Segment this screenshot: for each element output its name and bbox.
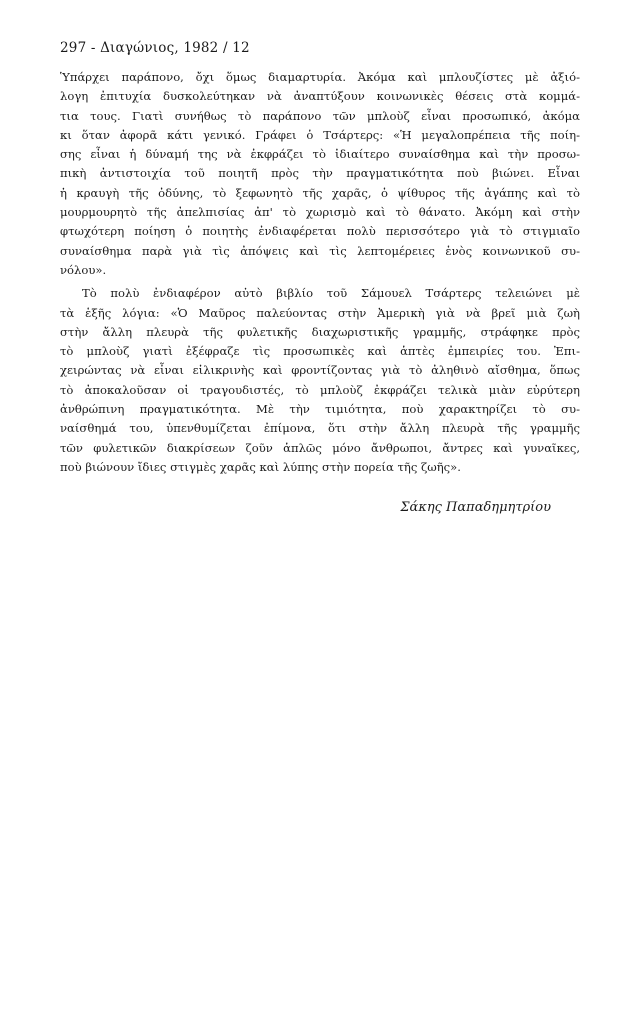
text-line: πικὴ ἀντιστοιχία τοῦ ποιητῆ πρὸς τὴν πραγματικότητα ποὺ βιώνει. Εἶναι [60, 166, 580, 181]
text-line: ναίσθημά του, ὑπενθυμίζεται ἐπίμονα, ὅτι στὴν ἄλλη πλευρὰ τῆς γραμμῆς [60, 421, 580, 436]
text-line: μουρμουρητὸ τῆς ἀπελπισίας ἀπ' τὸ χωρισμὸ καὶ τὸ θάνατο. Ἀκόμη καὶ στὴν [60, 205, 580, 220]
text-line: Ὑπάρχει παράπονο, ὄχι ὅμως διαμαρτυρία. Ἀκόμα καὶ μπλουζίστες μὲ ἀξιό- [60, 70, 580, 84]
text-line: στὴν ἄλλη πλευρὰ τῆς φυλετικῆς διαχωριστικῆς γραμμῆς, στράφηκε πρὸς [60, 324, 580, 339]
text-line: τῶν φυλετικῶν διακρίσεων ζοῦν ἁπλῶς μόνο ἄνθρωποι, ἄντρες καὶ γυναῖκες, [60, 440, 580, 455]
paragraph-1 [60, 68, 580, 280]
text-line: τὸ μπλοὺζ γιατὶ ἐξέφραζε τὶς προσωπικὲς καὶ ἁπτὲς ἐμπειρίες του. Ἐπι- [60, 344, 580, 359]
article-body [60, 68, 580, 477]
text-line: ἀνθρώπινη πραγματικότητα. Μὲ τὴν τιμιότητα, ποὺ χαρακτηρίζει τὸ συ- [60, 402, 580, 417]
text-line: ἡ κραυγὴ τῆς ὀδύνης, τὸ ξεφωνητὸ τῆς χαρᾶς, ὁ ψίθυρος τῆς ἀγάπης καὶ τὸ [60, 185, 580, 200]
text-line: λογη ἐπιτυχία δυσκολεύτηκαν νὰ ἀναπτύξουν κοινωνικὲς θέσεις στὰ κομμά- [60, 89, 580, 104]
text-line: τια τους. Γιατὶ συνήθως τὸ παράπονο τῶν μπλοὺζ εἶναι προσωπικό, ἀκόμα [60, 108, 580, 123]
text-line: κι ὅταν ἀφορᾶ κάτι γενικό. Γράφει ὁ Τσάρτερς: «Ἡ μεγαλοπρέπεια τῆς ποίη- [60, 127, 580, 142]
text-line: Τὸ πολὺ ἐνδιαφέρον αὐτὸ βιβλίο τοῦ Σάμουελ Τσάρτερς τελειώνει μὲ [82, 286, 580, 301]
text-line: σης εἶναι ἡ δύναμή της νὰ ἐκφράζει τὸ ἰδιαίτερο συναίσθημα καὶ τὴν προσω- [60, 147, 580, 162]
text-line: ποὺ βιώνουν ἴδιες στιγμὲς χαρᾶς καὶ λύπης στὴν πορεία τῆς ζωῆς». [60, 459, 461, 474]
text-line: συναίσθημα παρὰ γιὰ τὶς ἀπόψεις καὶ τὶς λεπτομέρειες ἑνὸς κοινωνικοῦ συ- [60, 243, 580, 258]
text-line: τὰ ἑξῆς λόγια: «Ὁ Μαῦρος παλεύοντας στὴν Ἀμερικὴ γιὰ νὰ βρεῖ μιὰ ζωὴ [60, 305, 580, 320]
author-signature: Σάκης Παπαδημητρίου [400, 500, 551, 515]
text-line: χειρώντας νὰ εἶναι εἰλικρινὴς καὶ φροντίζοντας γιὰ τὸ ἀληθινὸ αἴσθημα, ὅπως [60, 363, 580, 378]
text-line: φτωχότερη ποίηση ὁ ποιητὴς ἐνδιαφέρεται πολὺ περισσότερο γιὰ τὸ στιγμιαῖο [60, 224, 580, 239]
text-line: τὸ ἀποκαλοῦσαν οἱ τραγουδιστές, τὸ μπλοὺζ ἐκφράζει τελικὰ μιὰν εὐρύτερη [60, 382, 580, 397]
text-line: νόλου». [60, 262, 107, 277]
page-header: 297 - Διαγώνιος, 1982 / 12 [60, 40, 250, 56]
paragraph-2 [60, 284, 580, 477]
